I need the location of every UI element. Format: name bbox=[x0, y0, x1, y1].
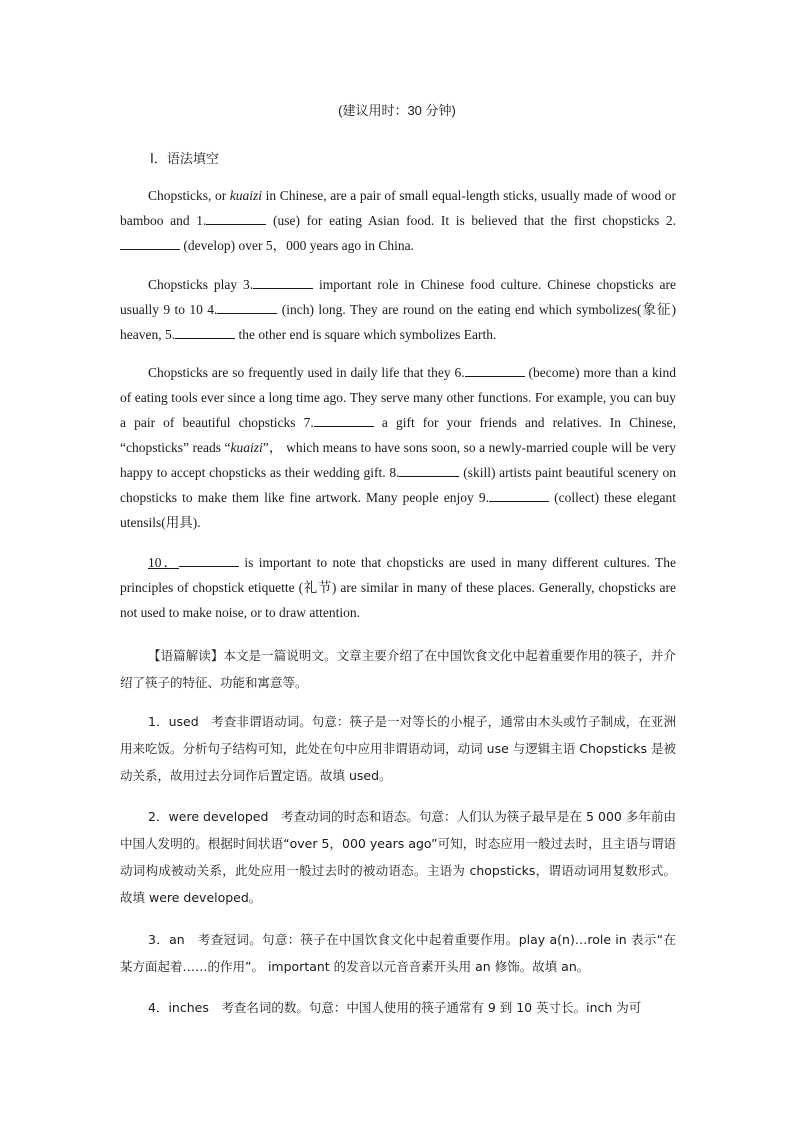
blank-5[interactable] bbox=[175, 326, 235, 339]
solution-3-text: 3．an 考查冠词。句意：筷子在中国饮食文化中起着重要作用。play a(n)…role in 表示“在某方面起着……的作用”。 important 的发音以元音音素开头用 an 修饰。故填 an。 bbox=[120, 932, 676, 974]
passage-paragraph-4 bbox=[120, 550, 676, 625]
text: ”， which means to have sons soon, so a newly-married couple will be very happy to accept chopsticks as their wedding gift. 8. bbox=[120, 440, 676, 480]
text: the other end is square which symbolizes Earth. bbox=[235, 327, 497, 342]
text: (collect) these elegant utensils(用具). bbox=[120, 490, 676, 530]
blank-2[interactable] bbox=[120, 237, 180, 250]
blank-8[interactable] bbox=[399, 464, 459, 477]
blank-6[interactable] bbox=[465, 364, 525, 377]
text: is important to note that chopsticks are used in many different cultures. The principles of chopstick etiquette (礼节) are similar in many of these places. Generally, chopsticks are not used to make noise, or to draw attention. bbox=[120, 555, 676, 620]
passage-paragraph-3 bbox=[120, 360, 676, 535]
passage-paragraph-2 bbox=[120, 272, 676, 347]
solution-2 bbox=[120, 803, 676, 911]
text: (use) for eating Asian food. It is believed that the first chopsticks 2. bbox=[266, 213, 676, 228]
blank-1[interactable] bbox=[206, 212, 266, 225]
blank-10[interactable] bbox=[179, 554, 239, 567]
solution-4 bbox=[120, 994, 676, 1021]
italic-word: kuaizi bbox=[230, 440, 263, 455]
text: a gift for your friends and relatives. In Chinese, “chopsticks” reads “ bbox=[120, 415, 677, 455]
text: Chopsticks, or bbox=[148, 188, 230, 203]
solution-1-text: 1．used 考查非谓语动词。句意：筷子是一对等长的小棍子，通常由木头或竹子制成，在亚洲用来吃饭。分析句子结构可知，此处在句中应用非谓语动词，动词 use 与逻辑主语 Chopsticks 是被动关系，故用过去分词作后置定语。故填 used。 bbox=[120, 714, 676, 783]
text: (become) more than a kind of eating tools ever since a long time ago. They serve many other functions. For example, you can buy a pair of beautiful chopsticks 7. bbox=[120, 365, 676, 430]
blank-7[interactable] bbox=[314, 414, 374, 427]
blank-3[interactable] bbox=[253, 276, 313, 289]
text: (develop) over 5，000 years ago in China. bbox=[180, 238, 414, 253]
solution-intro-text: 【语篇解读】本文是一篇说明文。文章主要介绍了在中国饮食文化中起着重要作用的筷子，并介绍了筷子的特征、功能和寓意等。 bbox=[120, 648, 676, 690]
text: important role in Chinese food culture. Chinese chopsticks are usually 9 to 10 4. bbox=[120, 277, 677, 317]
blank-9[interactable] bbox=[489, 489, 549, 502]
solution-3 bbox=[120, 926, 676, 980]
time-note: (建议用时：30 分钟) bbox=[338, 103, 456, 118]
solution-1 bbox=[120, 708, 676, 789]
solution-4-text: 4．inches 考查名词的数。句意：中国人使用的筷子通常有 9 到 10 英寸长。inch 为可 bbox=[148, 1000, 642, 1015]
section-title: Ⅰ．语法填空 bbox=[150, 151, 219, 166]
text: (skill) artists paint beautiful scenery on chopsticks to make them like fine artwork. Many people enjoy 9. bbox=[120, 465, 676, 505]
blank-4[interactable] bbox=[217, 301, 277, 314]
text: Chopsticks are so frequently used in daily life that they 6. bbox=[148, 365, 465, 380]
text: Chopsticks play 3. bbox=[148, 277, 254, 292]
text: (inch) long. They are round on the eating end which symbolizes(象征) heaven, 5. bbox=[120, 302, 676, 342]
solution-intro bbox=[120, 642, 676, 696]
text: in Chinese, are a pair of small equal-length sticks, usually made of wood or bamboo and 1. bbox=[120, 188, 676, 228]
passage-paragraph-1 bbox=[120, 183, 676, 258]
solution-2-text: 2．were developed 考查动词的时态和语态。句意：人们认为筷子最早是在 5 000 多年前由中国人发明的。根据时间状语“over 5，000 years ago”可知，时态应用一般过去时，且主语与谓语动词构成被动关系，此处应用一般过去时的被动语态。主语为 chopsticks，谓语动词用复数形式。故填 were developed。 bbox=[120, 809, 676, 905]
question-number-10: 10． bbox=[148, 555, 179, 570]
italic-word: kuaizi bbox=[229, 188, 263, 203]
